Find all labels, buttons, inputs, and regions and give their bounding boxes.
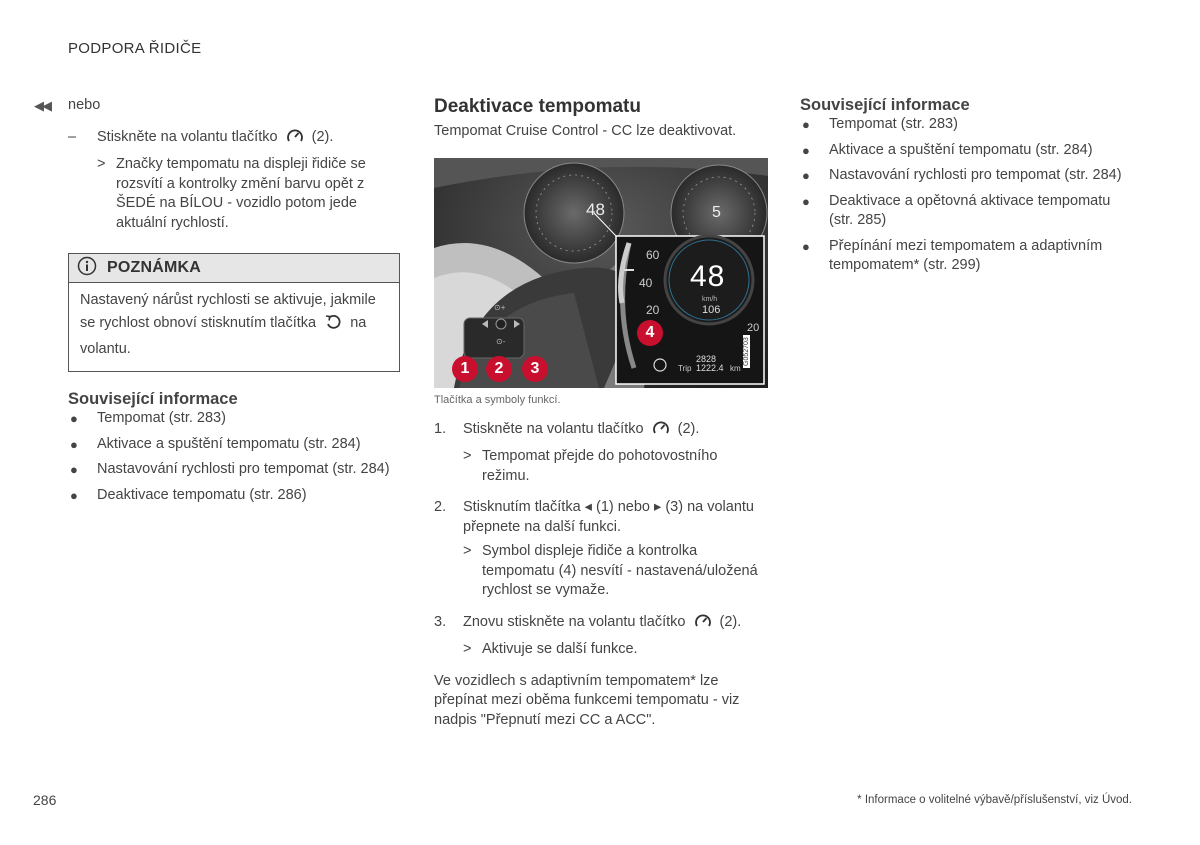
step-number: 3. [434, 613, 447, 630]
scale-label: 40 [639, 275, 653, 290]
page-header: PODPORA ŘIDIČE [68, 40, 202, 57]
speed-sub-value: 106 [702, 303, 721, 316]
related-title: Související informace [68, 390, 238, 408]
bullet: ● [802, 168, 810, 183]
bullet: ● [70, 487, 78, 503]
related-list [800, 115, 1134, 276]
scale-label: 20 [646, 302, 660, 317]
step-result: > Tempomat přejde do pohotovostního režimu. [463, 448, 718, 484]
step-item: 2. Stisknutím tlačítka ◂ (1) nebo ▸ (3) na volantu přepnete na další funkci. > Symbol displeje řidiče a kontrolka tempomatu (4) nesvítí - nastavená/uložená rychlost se vymaže. [434, 498, 768, 601]
column-left [34, 96, 402, 511]
bullet: ● [802, 142, 810, 158]
result-marker: > [97, 156, 106, 172]
related-link[interactable]: ● Deaktivace tempomatu (str. 286) [68, 486, 402, 506]
callout-badge: 4 [637, 320, 663, 346]
resume-icon [324, 314, 342, 338]
odometer: 2828 [696, 353, 717, 364]
instruction-text-after: (2). [311, 128, 334, 145]
column-right [800, 96, 1134, 282]
section-title: Deaktivace tempomatu [434, 96, 641, 117]
gauge-left-value: 48 [586, 199, 605, 219]
bullet: ● [802, 238, 810, 254]
trip-label: Trip [678, 363, 692, 373]
result-marker: > [463, 641, 472, 657]
gauge-right-value: 5 [712, 203, 721, 221]
steps-list [434, 420, 768, 660]
scale-label: 20 [747, 321, 760, 334]
note-title: POZNÁMKA [107, 259, 202, 276]
footnote: * Informace o volitelné výbavě/příslušenství, viz Úvod. [857, 794, 1132, 806]
cruise-control-icon [286, 128, 304, 151]
scale-label: 60 [646, 247, 660, 262]
note-box [68, 253, 400, 372]
related-title: Související informace [800, 96, 970, 114]
callout-badge: 3 [522, 356, 548, 382]
bullet: ● [70, 462, 78, 477]
figure-caption: Tlačítka a symboly funkcí. [434, 393, 561, 406]
step-item: 1. Stiskněte na volantu tlačítko (2). > Tempomat přejde do pohotovostního režimu. [434, 420, 768, 487]
related-link[interactable]: ● Přepínání mezi tempomatem a adaptivním tempomatem* (str. 299) [802, 237, 1103, 273]
related-link[interactable]: ● Tempomat (str. 283) [68, 409, 402, 429]
related-list [68, 409, 402, 505]
figure-code: G052703 [743, 336, 750, 366]
step-result: > Symbol displeje řidiče a kontrolka tempomatu (4) nesvítí - nastavená/uložená rychlost se vymaže. [463, 543, 758, 598]
related-link[interactable]: ● Nastavování rychlosti pro tempomat (str. 284) [68, 460, 402, 480]
intro-block [34, 96, 402, 116]
callout-badge: 1 [452, 356, 478, 382]
note-text-before: Nastavený nárůst rychlosti se aktivuje, jakmile se rychlost obnoví stisknutím tlačítka [80, 292, 376, 331]
page-number: 286 [33, 792, 57, 808]
result-marker: > [463, 448, 472, 464]
note-text-after: na volantu. [80, 315, 367, 357]
result-text: Značky tempomatu na displeji řidiče se rozsvítí a kontrolky změní barvu opět z ŠEDÉ na BÍLOU - vozidlo potom jede aktuální rychlostí. [116, 156, 366, 231]
step-result: > Aktivuje se další funkce. [463, 640, 768, 660]
instruction-text-before: Stiskněte na volantu tlačítko [97, 128, 278, 145]
section-intro: Tempomat Cruise Control - CC lze deaktivovat. [434, 123, 737, 139]
related-link[interactable]: ● Aktivace a spuštění tempomatu (str. 284) [68, 435, 402, 455]
bullet: ● [70, 411, 78, 426]
instruction-item [68, 128, 402, 234]
bullet: ● [70, 436, 78, 452]
info-icon [77, 256, 97, 281]
speed-value: 48 [690, 259, 726, 293]
trip-unit: km [730, 363, 741, 373]
bullet: ● [802, 117, 810, 132]
step-number: 1. [434, 420, 447, 437]
speed-unit: km/h [702, 295, 718, 303]
related-link[interactable]: ● Tempomat (str. 283) [800, 115, 1134, 135]
intro-text: nebo [68, 97, 101, 113]
related-link[interactable]: ● Aktivace a spuštění tempomatu (str. 284) [800, 141, 1134, 161]
cruise-control-icon [694, 613, 712, 636]
svg-text:⊙+: ⊙+ [494, 302, 506, 312]
related-section-left [68, 390, 402, 505]
callout-badge: 2 [486, 356, 512, 382]
cruise-control-icon [652, 420, 670, 443]
section-outro: Ve vozidlech s adaptivním tempomatem* lze přepínat mezi oběma funkcemi tempomatu - viz nadpis "Přepnutí mezi CC a ACC". [434, 672, 740, 728]
related-link[interactable]: ● Deaktivace a opětovná aktivace tempomatu (str. 285) [802, 192, 1111, 228]
dash-marker: – [68, 128, 77, 145]
instruction-result [97, 155, 402, 233]
continuation-icon: ◀◀ [34, 98, 50, 113]
step-number: 2. [434, 499, 447, 515]
column-middle [434, 96, 768, 730]
related-link[interactable]: ● Nastavování rychlosti pro tempomat (str. 284) [800, 166, 1134, 186]
bullet: ● [802, 193, 810, 209]
trip-value: 1222.4 [696, 362, 724, 373]
result-marker: > [463, 543, 472, 559]
note-header [69, 254, 399, 283]
step-item: 3. Znovu stiskněte na volantu tlačítko (2). > Aktivuje se další funkce. [434, 613, 768, 660]
dashboard-figure [434, 158, 768, 388]
svg-text:⊙-: ⊙- [496, 336, 506, 346]
note-body [69, 283, 399, 371]
